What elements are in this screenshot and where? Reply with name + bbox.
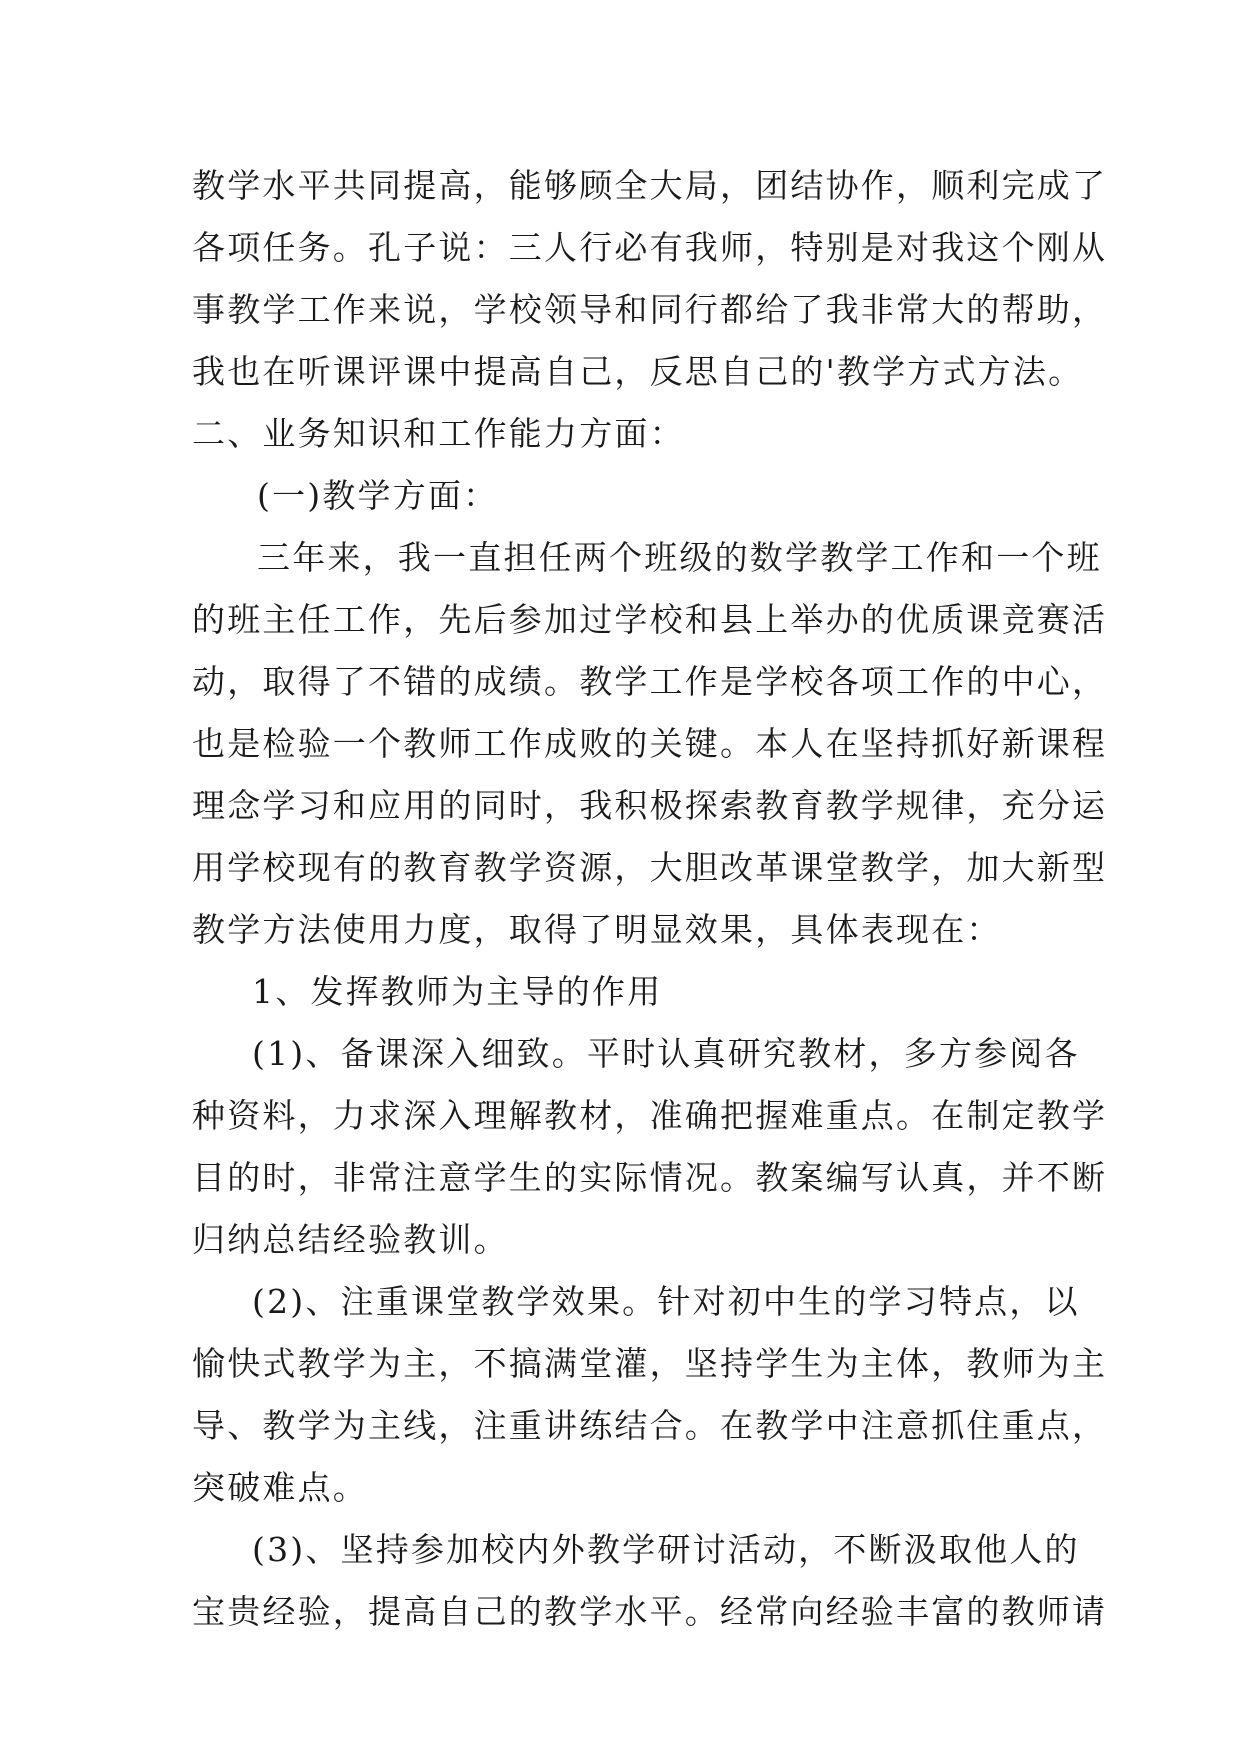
text-line: 种资料，力求深入理解教材，准确把握难重点。在制定教学 — [192, 1096, 1108, 1135]
section-heading: 二、业务知识和工作能力方面： — [192, 414, 685, 453]
text-line: 各项任务。孔子说：三人行必有我师，特别是对我这个刚从 — [192, 228, 1108, 267]
text-line: 目的时，非常注意学生的实际情况。教案编写认真，并不断 — [192, 1158, 1108, 1197]
text-line: 也是检验一个教师工作成败的关键。本人在坚持抓好新课程 — [192, 724, 1108, 763]
text-line: 导、教学为主线，注重讲练结合。在教学中注意抓住重点， — [192, 1406, 1108, 1445]
text-line: 突破难点。 — [192, 1468, 368, 1507]
text-line: 我也在听课评课中提高自己，反思自己的'教学方式方法。 — [192, 352, 1084, 391]
text-line: 的班主任工作，先后参加过学校和县上举办的优质课竞赛活 — [192, 600, 1108, 639]
text-line: 宝贵经验，提高自己的教学水平。经常向经验丰富的教师请 — [192, 1592, 1108, 1631]
text-line: 动，取得了不错的成绩。教学工作是学校各项工作的中心， — [192, 662, 1108, 701]
text-line: 理念学习和应用的同时，我积极探索教育教学规律，充分运 — [192, 786, 1108, 825]
text-line: 愉快式教学为主，不搞满堂灌，坚持学生为主体，教师为主 — [192, 1344, 1108, 1383]
text-line: 用学校现有的教育教学资源，大胆改革课堂教学，加大新型 — [192, 848, 1108, 887]
subsection-heading: (一)教学方面： — [257, 476, 499, 515]
list-heading: 1、发挥教师为主导的作用 — [252, 972, 663, 1011]
text-line: 教学水平共同提高，能够顾全大局，团结协作，顺利完成了 — [192, 166, 1108, 205]
text-line: 事教学工作来说，学校领导和同行都给了我非常大的帮助， — [192, 290, 1108, 329]
text-line: 归纳总结经验教训。 — [192, 1220, 509, 1259]
text-line: 教学方法使用力度，取得了明显效果，具体表现在： — [192, 910, 1002, 949]
paragraph-start: (3)、坚持参加校内外教学研讨活动，不断汲取他人的 — [252, 1530, 1080, 1569]
body-text — [192, 155, 1108, 1643]
paragraph-start: (1)、备课深入细致。平时认真研究教材，多方参阅各 — [252, 1034, 1080, 1073]
paragraph-start: 三年来，我一直担任两个班级的数学教学工作和一个班 — [257, 538, 1102, 577]
paragraph-start: (2)、注重课堂教学效果。针对初中生的学习特点，以 — [252, 1282, 1080, 1321]
